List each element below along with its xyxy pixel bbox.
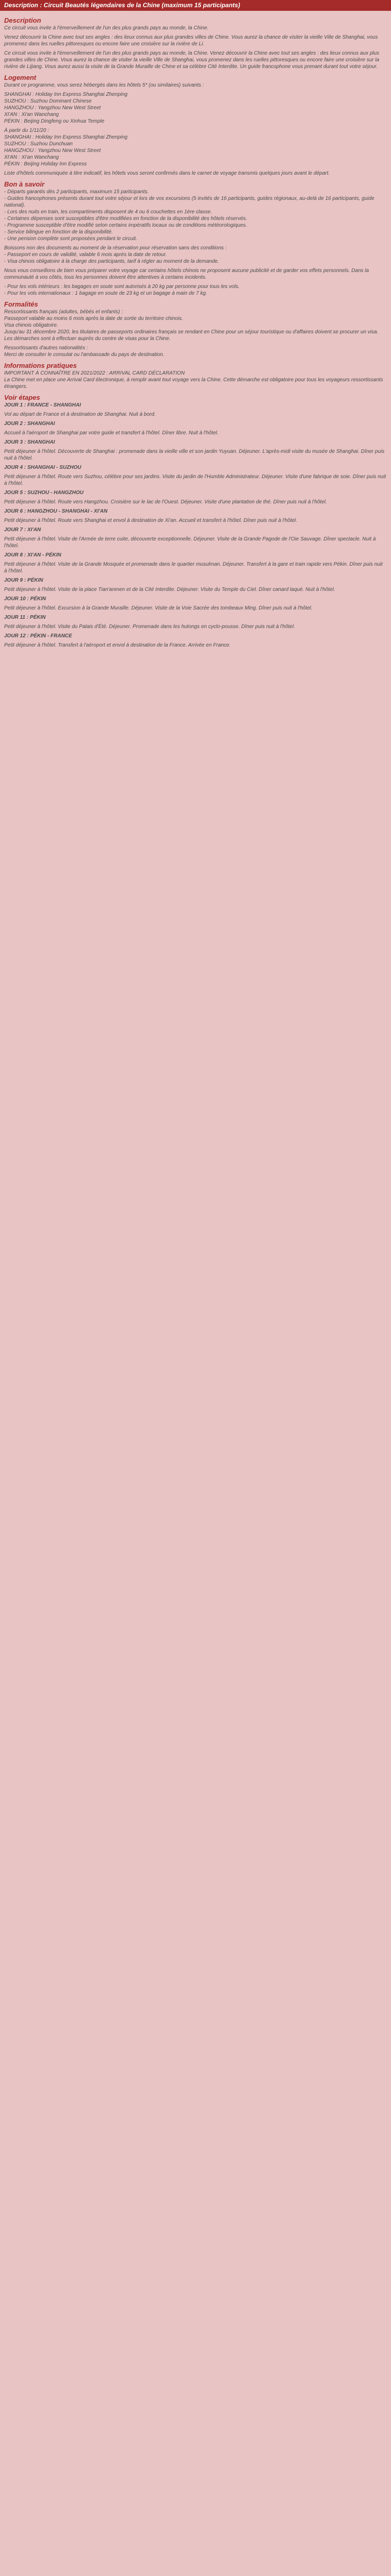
section-paragraph: SHANGHAI : Holiday Inn Express Shanghai Zhenping SUZHOU : Suzhou Dominant Chinese HANGZHOU : Yangzhou New West Street XI'AN : Xi'an Wanchang PÉKIN : Beijing Dingfeng ou Xinhua Temple [4,92,128,124]
day-text: Vol au départ de France et à destination de Shanghai. Nuit à bord. [4,412,156,417]
day-title: JOUR 9 : PÉKIN [4,578,43,583]
day-title: JOUR 7 : XI'AN [4,527,41,533]
day-title: JOUR 5 : SUZHOU - HANGZHOU [4,490,84,496]
day-title: JOUR 10 : PÉKIN [4,596,46,602]
day-title: JOUR 1 : FRANCE - SHANGHAI [4,402,81,408]
section-paragraph: Ressortissants français (adultes, bébés et enfants) : Passeport valable au moins 6 mois après la date de sortie du territoire chinois. Visa chinois obligatoire. Jusqu'au 31 décembre 2020, les titulaires de passeports ordinaires français se rendant en Chine pour un séjour touristique ou d'affaires doivent se procurer un visa. Les démarches sont à effectuer auprès du centre de visas pour la Chine. [4,309,379,342]
section-paragraph: - Départs garantis dès 2 participants, maximum 15 participants. - Guides francophones présents durant tout votre séjour et lors de vos excursions (5 invités de 16 participants, guides régionaux, au-delà de 16 participants, guide national). - Lors des nuits en train, les compartiments disposent de 4 ou 6 couchettes en 1ère classe. - Certaines dépenses sont susceptibles d'être modifiées en fonction de la disponibilité des hôtels réservés. - Programme susceptible d'être modifié selon certains impératifs locaux ou de conditions météorologiques. - Service bilingue en fonction de la disponibilité. - Une pension complète sont proposées pendant le circuit. [4,189,374,242]
section-paragraph: À partir du 1/11/20 : SHANGHAI : Holiday Inn Express Shanghai Zhenping SUZHOU : Suzhou Dunchuan HANGZHOU : Yangzhou New West Street XI'AN : Xi'an Wanchang PÉKIN : Beijing Holiday Inn Express [4,128,128,167]
section-paragraph: Durant ce programme, vous serez hébergés dans les hôtels 5* (ou similaires) suivants : [4,82,204,88]
page [0,0,391,649]
day-text: Petit déjeuner à l'hôtel. Visite de la Grande Mosquée et promenade dans le quartier musulman. Déjeuner. Transfert à la gare et train rapide vers Pékin. Dîner puis nuit à l'hôtel. [4,562,383,574]
day-title: JOUR 3 : SHANGHAI [4,439,55,445]
section-heading: Logement [4,74,37,81]
day-text: Accueil à l'aéroport de Shanghai par votre guide et transfert à l'hôtel. Dîner libre. Nuit à l'hôtel. [4,430,219,436]
day-title: JOUR 12 : PÉKIN - FRANCE [4,633,72,639]
day-text: Petit déjeuner à l'hôtel. Route vers Hangzhou. Croisière sur le lac de l'Ouest. Déjeuner. Visite d'une plantation de thé. Dîner puis nuit à l'hôtel. [4,499,327,505]
section-heading: Informations pratiques [4,362,77,369]
day-text: Petit déjeuner à l'hôtel. Excursion à la Grande Muraille. Déjeuner. Visite de la Voie Sacrée des tombeaux Ming. Dîner puis nuit à l'hôtel. [4,605,313,611]
day-text: Petit déjeuner à l'hôtel. Visite du Palais d'Été. Déjeuner. Promenade dans les hutongs en cyclo-pousse. Dîner puis nuit à l'hôtel. [4,624,295,630]
section-paragraph: Nous vous conseillons de bien vous préparer votre voyage car certains hôtels chinois ne proposent aucune publicité et de garder vos effets personnels. Dans la communauté à vos côtés, tous les personnes doivent être attentives à certains incidents. [4,268,369,280]
section-paragraph: - Pour les vols intérieurs : les bagages en soute sont autorisés à 20 kg par personne pour tous les vols. - Pour les vols internationaux : 1 bagage en soute de 23 kg et un bagage à main de 7 kg. [4,284,240,296]
section-paragraph: Boissons non des documents au moment de la réservation pour réservation sans des conditions : - Passeport en cours de validité, valable 6 mois après la date de retour. - Visa chinois obligatoire à la charge des participants, tarif à régler au moment de la demande. [4,245,227,264]
section-heading: Description [4,16,41,24]
content [0,11,391,649]
day-text: Petit déjeuner à l'hôtel. Découverte de Shanghai : promenade dans la vieille ville et son jardin Yuyuan. Déjeuner. L'après-midi visite du musée de Shanghai. Dîner puis nuit à l'hôtel. [4,449,385,461]
section-paragraph: IMPORTANT À CONNAÎTRE EN 2021/2022 : ARRIVAL CARD DÉCLARATION La Chine met en place une Arrival Card électronique, à remplir avant tout voyage vers la Chine. Cette démarche est obligatoire pour tous les voyageurs ressortissants étrangers. [4,370,383,389]
section-heading: Formalités [4,300,38,308]
section-paragraph: Liste d'hôtels communiquée à titre indicatif, les hôtels vous seront confirmés dans le carnet de voyage transmis quelques jours avant le départ. [4,171,330,176]
day-text: Petit déjeuner à l'hôtel. Visite de la place Tian'anmen et de la Cité Interdite. Déjeuner. Visite du Temple du Ciel. Dîner canard laqué. Nuit à l'hôtel. [4,587,335,592]
day-text: Petit déjeuner à l'hôtel. Visite de l'Armée de terre cuite, découverte exceptionnelle. Déjeuner. Visite de la Grande Pagode de l'Oie Sauvage. Dîner spectacle. Nuit à l'hôtel. [4,536,376,549]
day-title: JOUR 4 : SHANGHAI - SUZHOU [4,465,82,470]
section-heading: Bon à savoir [4,180,45,188]
day-title: JOUR 6 : HANGZHOU - SHANGHAI - XI'AN [4,509,108,514]
day-title: JOUR 2 : SHANGHAI [4,421,55,427]
itinerary-heading: Voir étapes [4,394,40,401]
section-paragraph: Ce circuit vous invite à l'émerveillement de l'un des plus grands pays au monde, la Chine. Venez découvrir la Chine avec tout ses angles : des lieux connus aux plus grandes villes de Chine. Vous aurez la chance de visiter la vieille Ville de Shanghai, vous promenez dans les ruelles pittoresques ou encore faire une croisière sur la rivière de Lijiang. Vous aurez aussi la visite de la Grande Muraille de Chine et sa célèbre Cité Interdite. Un guide francophone vous prenant durant tout votre séjour. [4,50,380,70]
day-title: JOUR 8 : XI'AN - PÉKIN [4,552,61,558]
section-paragraph: Venez découvrir la Chine avec tout ses angles : des lieux connus aux plus grandes villes de Chine. Vous aurez la chance de visiter la vieille Ville de Shanghai, vous promenez dans les ruelles pittoresques ou encore faire une croisière sur la rivière de Li. [4,35,378,47]
day-title: JOUR 11 : PÉKIN [4,615,46,620]
section-paragraph: Ce circuit vous invite à l'émerveillement de l'un des plus grands pays au monde, la Chine. [4,25,209,31]
page-title: Description : Circuit Beautés légendaires de la Chine (maximum 15 participants) [0,0,391,11]
day-text: Petit déjeuner à l'hôtel. Route vers Shanghai et envol à destination de Xi'an. Accueil et transfert à l'hôtel. Dîner puis nuit à l'hôtel. [4,518,298,523]
section-paragraph: Ressortissants d'autres nationalités : Merci de consulter le consulat ou l'ambassade du pays de destination. [4,345,165,358]
day-text: Petit déjeuner à l'hôtel. Transfert à l'aéroport et envol à destination de la France. Arrivée en France. [4,642,231,648]
day-text: Petit déjeuner à l'hôtel. Route vers Suzhou, célèbre pour ses jardins. Visite du jardin de l'Humble Administrateur. Déjeuner. Visite d'une fabrique de soie. Dîner puis nuit à l'hôtel. [4,474,386,486]
